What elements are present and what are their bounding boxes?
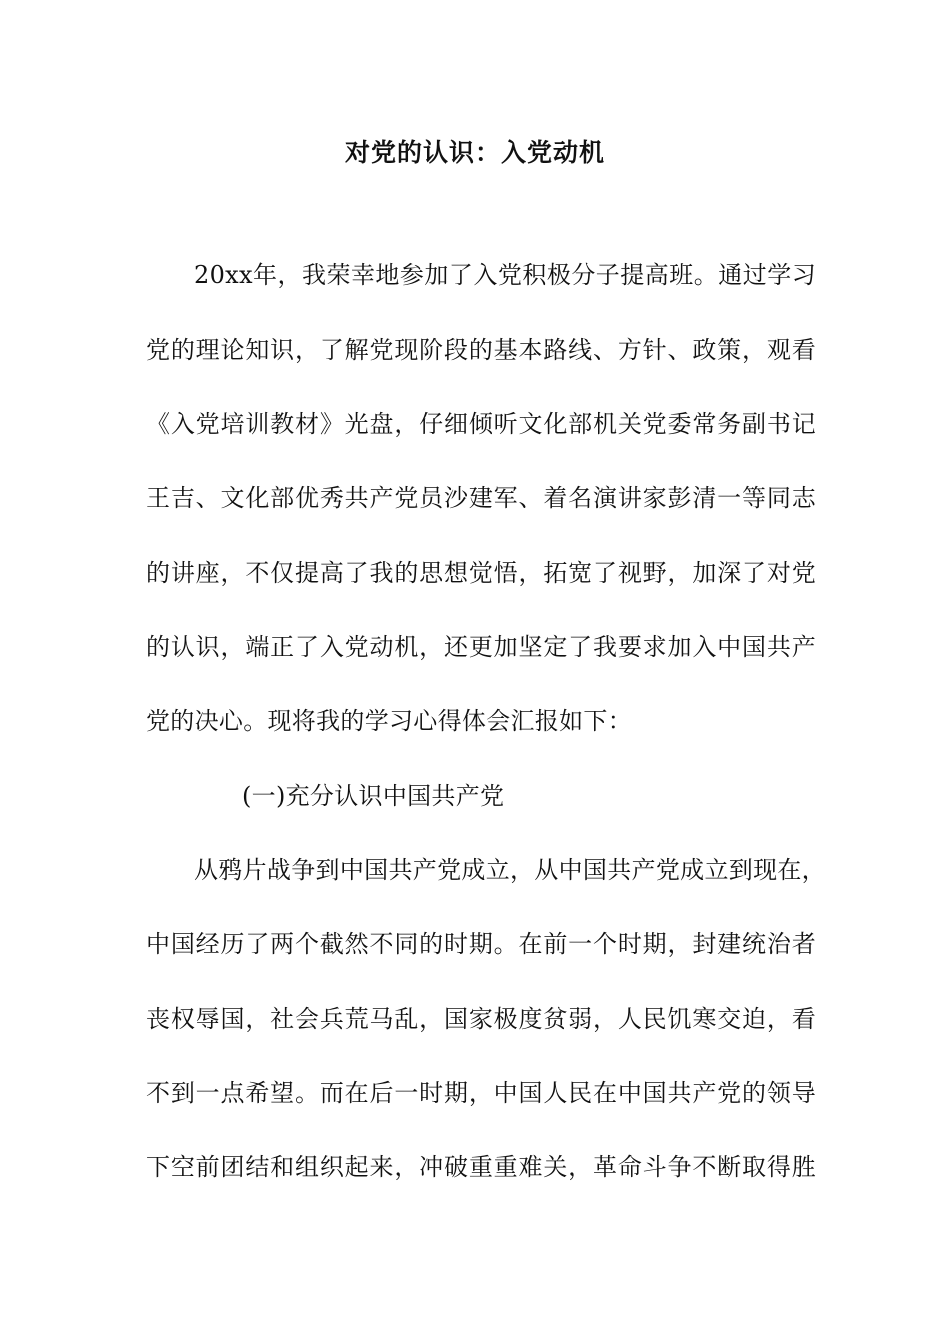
paragraph-line: 党的理论知识，了解党现阶段的基本路线、方针、政策，观看: [146, 336, 816, 364]
paragraph-line: 《入党培训教材》光盘，仔细倾听文化部机关党委常务副书记: [146, 410, 816, 438]
section-heading: (一)充分认识中国共产党: [242, 782, 505, 810]
document-title: 对党的认识：入党动机: [344, 138, 605, 167]
paragraph-line: 的讲座，不仅提高了我的思想觉悟，拓宽了视野，加深了对党: [146, 559, 816, 587]
paragraph-line: 党的决心。现将我的学习心得体会汇报如下：: [146, 707, 632, 735]
paragraph-line: 20xx年，我荣幸地参加了入党积极分子提高班。通过学习: [194, 261, 816, 289]
paragraph-line: 下空前团结和组织起来，冲破重重难关，革命斗争不断取得胜: [146, 1153, 816, 1181]
paragraph-line: 不到一点希望。而在后一时期，中国人民在中国共产党的领导: [146, 1079, 816, 1107]
paragraph-line: 的认识，端正了入党动机，还更加坚定了我要求加入中国共产: [146, 633, 816, 661]
paragraph-line: 从鸦片战争到中国共产党成立，从中国共产党成立到现在，: [194, 856, 826, 884]
paragraph-line: 中国经历了两个截然不同的时期。在前一个时期，封建统治者: [146, 930, 816, 958]
paragraph-line: 王吉、文化部优秀共产党员沙建军、着名演讲家彭清一等同志: [146, 484, 816, 512]
paragraph-line: 丧权辱国，社会兵荒马乱，国家极度贫弱，人民饥寒交迫，看: [146, 1005, 816, 1033]
